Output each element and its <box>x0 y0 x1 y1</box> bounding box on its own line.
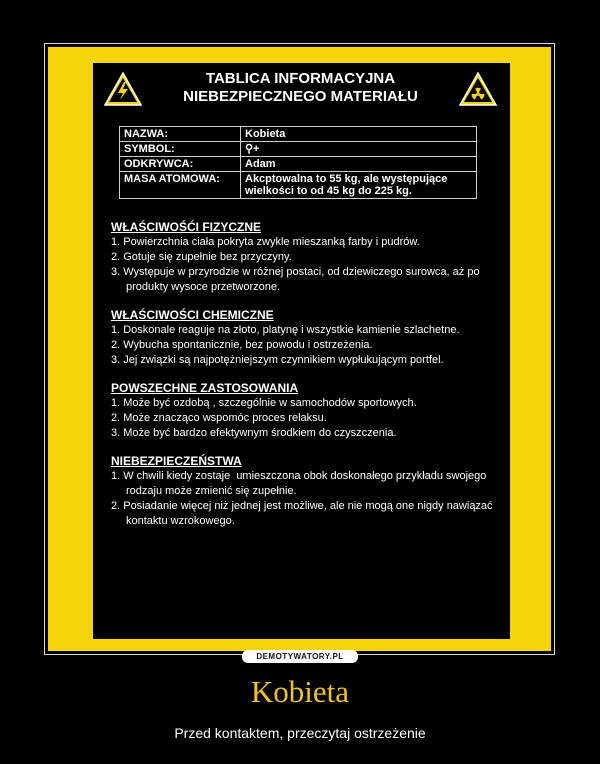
info-row <box>120 157 477 172</box>
section-item: 1. Doskonale reaguje na złoto, platynę i wszystkie kamienie szlachetne. <box>111 324 460 336</box>
info-value: Adam <box>241 157 477 172</box>
info-value: Kobieta <box>241 127 477 142</box>
warning-sign-panel <box>93 63 510 639</box>
section-item: 3. Występuje w przyrodzie w różnej postaci, od dziewiczego surowca, aż po produkty wysoce przetworzone. <box>111 266 483 293</box>
section-item: 2. Wybucha spontanicznie, bez powodu i ostrzeżenia. <box>111 339 373 351</box>
section-item: 3. Jej związki są najpotężniejszym czynnikiem wypłukującym portfel. <box>111 354 444 366</box>
properties-sections <box>111 220 506 542</box>
sign-header <box>148 70 453 106</box>
info-table <box>119 126 477 199</box>
section-title: POWSZECHNE ZASTOSOWANIA <box>111 381 299 395</box>
property-section <box>111 308 506 368</box>
info-value: Akcptowalna to 55 kg, ale występujące wielkości to od 45 kg do 225 kg. <box>241 172 477 199</box>
section-item: 3. Może być bardzo efektywnym środkiem do czyszczenia. <box>111 427 397 439</box>
section-item: 1. W chwili kiedy zostaje umieszczona obok doskonałego przykładu swojego rodzaju może zmienić się zupełnie. <box>111 470 490 497</box>
info-value: ⚲+ <box>241 142 477 157</box>
info-row <box>120 172 477 199</box>
header-line-2: NIEBEZPIECZNEGO MATERIAŁU <box>183 88 418 105</box>
property-section <box>111 454 506 529</box>
caption-subtitle: Przed kontaktem, przeczytaj ostrzeżenie <box>174 725 426 741</box>
watermark-badge: DEMOTYWATORY.PL <box>242 650 358 663</box>
section-item: 2. Gotuje się zupełnie bez przyczyny. <box>111 251 292 263</box>
info-label: ODKRYWCA: <box>120 157 241 172</box>
info-label: NAZWA: <box>120 127 241 142</box>
section-item: 2. Może znacząco wspomóc proces relaksu. <box>111 412 327 424</box>
header-line-1: TABLICA INFORMACYJNA <box>205 70 396 87</box>
property-section <box>111 220 506 295</box>
info-row <box>120 127 477 142</box>
caption-title: Kobieta <box>250 674 350 709</box>
section-title: WŁAŚCIWOŚĆI FIZYCZNE <box>111 220 261 234</box>
section-item: 1. Powierzchnia ciała pokryta zwykle mieszanką farby i pudrów. <box>111 236 420 248</box>
section-title: NIEBEZPIECZEŃSTWA <box>111 454 242 468</box>
property-section <box>111 381 506 441</box>
section-item: 2. Posiadanie więcej niż jednej jest możliwe, ale nie mogą one nigdy nawiązać kontaktu wzrokowego. <box>111 500 496 527</box>
section-title: WŁAŚCIWOŚCI CHEMICZNE <box>111 308 274 322</box>
high-voltage-warning-icon <box>103 71 143 107</box>
info-row <box>120 142 477 157</box>
radiation-warning-icon <box>458 71 498 107</box>
info-label: MASA ATOMOWA: <box>120 172 241 199</box>
section-item: 1. Może być ozdobą , szczególnie w samochodów sportowych. <box>111 397 417 409</box>
info-label: SYMBOL: <box>120 142 241 157</box>
